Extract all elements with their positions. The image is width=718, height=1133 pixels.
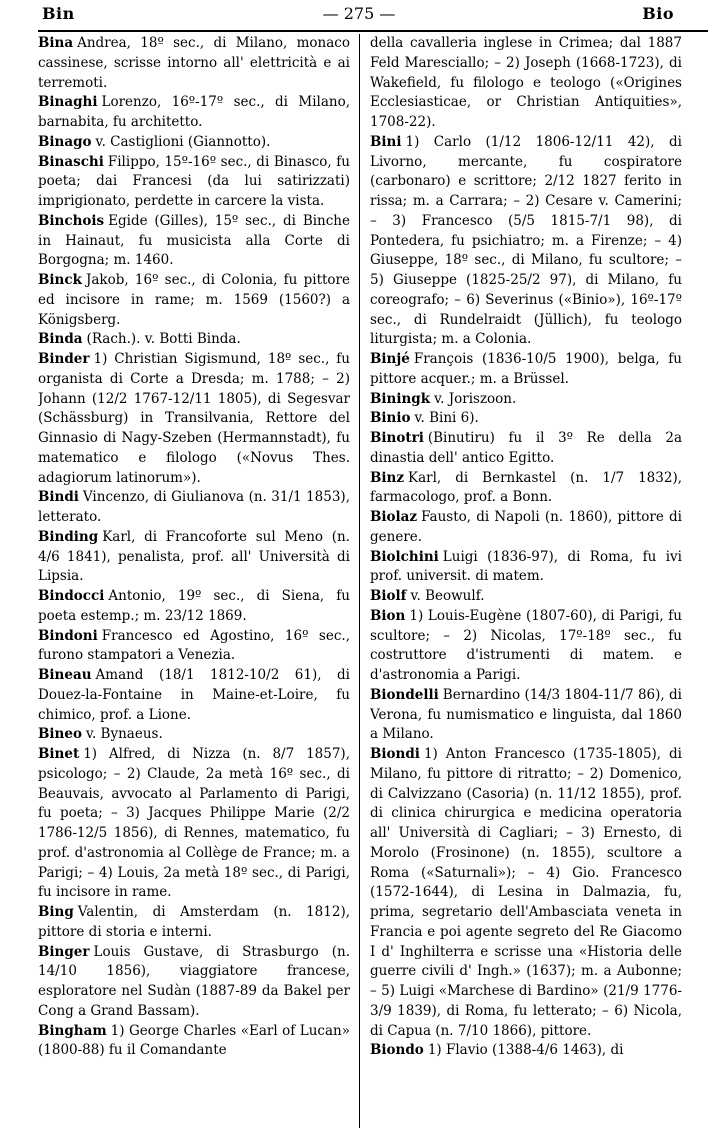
entry-text: Egide (Gilles), 15º sec., di Binche in Hainaut, fu musicista alla Corte di Borgogna; m. 1460. bbox=[38, 212, 350, 269]
entry bbox=[38, 488, 350, 528]
entry bbox=[38, 627, 350, 667]
headword: Binger bbox=[38, 943, 90, 960]
entry-text: 1) Flavio (1388-4/6 1463), di bbox=[427, 1042, 624, 1059]
entry-text: v. Joriszoon. bbox=[434, 390, 517, 407]
entry-text: della cavalleria inglese in Crimea; dal 1887 Feld Maresciallo; – 2) Joseph (1668-1723), di Wakefield, fu filologo e teologo («Origines Ecclesiasticae, or Christian Antiquities», 1708-22). bbox=[370, 35, 682, 130]
entry-text: 1) Louis-Eugène (1807-60), di Parigi, fu scultore; – 2) Nicolas, 17º-18º sec., fu costruttore d'istrumenti di matem. e d'astronomia a Parigi. bbox=[370, 607, 682, 683]
entry bbox=[370, 686, 682, 745]
headword: Bindoni bbox=[38, 627, 98, 644]
entry bbox=[370, 429, 682, 469]
entry-text: 1) Anton Francesco (1735-1805), di Milano, fu pittore di ritratto; – 2) Domenico, di Calvizzano (Casoria) (n. 11/12 1855), prof. di clinica chirurgica e medicina operatoria all' Università di Cagliari; – 3) Ernesto, di Morolo (Frosinone) (n. 1855), scultore a Roma («Saturnali»); – 4) Gio. Francesco (1572-1644), di Lesina in Dalmazia, fu, prima, segretario dell'Ambasciata veneta in Francia e poi agente segreto del Re Giacomo I d' Inghilterra e scrisse una «Historia delle guerre civili d' Ingh.» (1637); m. a Aubonne; – 5) Luigi «Marchese di Bardino» (21/9 1776-3/9 1839), di Roma, fu letterato; – 6) Nicola, di Capua (n. 7/10 1866), pittore. bbox=[370, 746, 682, 1039]
entry bbox=[370, 469, 682, 509]
headword: Binaghi bbox=[38, 94, 98, 111]
headword: Biondi bbox=[370, 746, 420, 762]
entry-text: 1) George Charles «Earl of Lucan» (1800-88) fu il Comandante bbox=[38, 1022, 350, 1059]
headword: Bineo bbox=[38, 726, 82, 743]
headword: Binaschi bbox=[38, 153, 104, 170]
headword: Bini bbox=[370, 133, 402, 150]
headword: Binet bbox=[38, 746, 80, 762]
headword: Binago bbox=[38, 133, 92, 150]
entry bbox=[38, 587, 350, 627]
entry bbox=[38, 330, 350, 350]
entry bbox=[38, 133, 350, 153]
headword: Binchois bbox=[38, 212, 105, 229]
headword: Bineau bbox=[38, 667, 92, 683]
entry bbox=[38, 93, 350, 133]
headword: Bion bbox=[370, 607, 406, 624]
headword: Biondo bbox=[370, 1042, 424, 1059]
entry-continuation bbox=[370, 34, 682, 133]
entry-text: v. Castiglioni (Giannotto). bbox=[95, 133, 271, 150]
entry-text: Antonio, 19º sec., di Siena, fu poeta estemp.; m. 23/12 1869. bbox=[38, 588, 350, 624]
entry-text: 1) Christian Sigismund, 18º sec., fu organista di Corte a Dresda; m. 1788; – 2) Johann (12/2 1767-12/11 1805), di Segesvar (Schässburg) in Transilvania, Rettore del Ginnasio di Nagy-Szeben (Hermannstadt), fu matematico e filologo («Novus Thes. adagiorum latinorum»). bbox=[38, 351, 350, 486]
entry-text: 1) Carlo (1/12 1806-12/11 42), di Livorno, mercante, fu cospiratore (carbonaro) e scrittore; 2/12 1827 ferito in rissa; m. a Carrara; – 2) Cesare v. Camerini; – 3) Francesco (5/5 1815-7/1 98), di Pontedera, fu psichiatro; m. a Firenze; – 4) Giuseppe, 18º sec., di Milano, fu scultore; – 5) Giuseppe (1825-25/2 97), di Milano, fu coreografo; – 6) Severinus («Binio»), 16º-17º sec., di Rundelraidt (Jüllich), fu teologo liturgista; m. a Colonia. bbox=[370, 133, 682, 348]
headword: Binda bbox=[38, 331, 83, 348]
headword: Biolf bbox=[370, 588, 407, 604]
entry-text: Bernardino (14/3 1804-11/7 86), di Verona, fu numismatico e linguista, dal 1860 a Milano. bbox=[370, 686, 682, 743]
headword: Biningk bbox=[370, 390, 431, 407]
headword: Binding bbox=[38, 528, 99, 545]
entry bbox=[38, 725, 350, 745]
headword: Bina bbox=[38, 35, 74, 51]
headword: Binz bbox=[370, 469, 405, 486]
headword: Bing bbox=[38, 904, 74, 920]
header-left-guide-word: Bin bbox=[42, 4, 75, 23]
entry bbox=[38, 212, 350, 271]
entry bbox=[370, 587, 682, 607]
entry-text: Andrea, 18º sec., di Milano, monaco cassinese, scrisse intorno all' elettricità e ai terremoti. bbox=[38, 35, 350, 91]
headword: Binio bbox=[370, 410, 411, 427]
entry bbox=[370, 1041, 682, 1061]
entry-text: Fausto, di Napoli (n. 1860), pittore di genere. bbox=[370, 509, 682, 545]
entry-text: Vincenzo, di Giulianova (n. 31/1 1853), letterato. bbox=[38, 489, 350, 525]
headword: Binder bbox=[38, 351, 90, 367]
entry-text: v. Bynaeus. bbox=[85, 726, 163, 743]
entry-text: Karl, di Francoforte sul Meno (n. 4/6 1841), penalista, prof. all' Università di Lipsia. bbox=[38, 528, 350, 585]
entry bbox=[370, 745, 682, 1041]
entry bbox=[38, 350, 350, 488]
headword: Biolaz bbox=[370, 509, 418, 525]
headword: Binck bbox=[38, 272, 82, 288]
entry bbox=[370, 390, 682, 410]
entry-text: v. Beowulf. bbox=[410, 588, 485, 604]
entry-text: Karl, di Bernkastel (n. 1/7 1832), farmacologo, prof. a Bonn. bbox=[370, 469, 682, 506]
entry bbox=[370, 508, 682, 548]
entry-text: Louis Gustave, di Strasburgo (n. 14/10 1856), viaggiatore francese, esploratore nel Sudàn (1887-89 da Bakel per Cong a Grand Bassam). bbox=[38, 943, 350, 1019]
headword: Binjé bbox=[370, 351, 410, 367]
entry bbox=[38, 1022, 350, 1062]
headword: Binotri bbox=[370, 430, 424, 446]
entry-text: (Rach.). v. Botti Binda. bbox=[86, 331, 241, 348]
headword: Biondelli bbox=[370, 686, 439, 703]
entry bbox=[38, 666, 350, 725]
entry-text: (Binutiru) fu il 3º Re della 2a dinastia dell' antico Egitto. bbox=[370, 430, 682, 466]
entry bbox=[38, 528, 350, 587]
entry-text: François (1836-10/5 1900), belga, fu pittore acquer.; m. a Brüssel. bbox=[370, 351, 682, 387]
entry bbox=[38, 271, 350, 330]
headword: Biolchini bbox=[370, 548, 439, 565]
headword: Bindocci bbox=[38, 588, 105, 604]
page-header bbox=[20, 4, 698, 28]
header-right-guide-word: Bio bbox=[642, 4, 674, 23]
entry bbox=[370, 133, 682, 350]
left-column bbox=[38, 34, 350, 1128]
entry-text: Valentin, di Amsterdam (n. 1812), pittore di storia e interni. bbox=[38, 904, 350, 940]
entry bbox=[370, 548, 682, 588]
column-divider bbox=[359, 34, 360, 1128]
entry bbox=[38, 903, 350, 943]
entry bbox=[38, 745, 350, 903]
entry-text: Filippo, 15º-16º sec., di Binasco, fu poeta; dai Francesi (da lui satirizzati) imprigionato, perdette in carcere la vista. bbox=[38, 153, 350, 209]
entry bbox=[38, 943, 350, 1022]
entry-text: Lorenzo, 16º-17º sec., di Milano, barnabita, fu architetto. bbox=[38, 94, 350, 130]
page-number: — 275 — bbox=[322, 4, 396, 23]
entry bbox=[38, 34, 350, 93]
entry-text: 1) Alfred, di Nizza (n. 8/7 1857), psicologo; – 2) Claude, 2a metà 16º sec., di Beauvais, avvocato al Parlamento di Parigi, fu poeta; – 3) Jacques Philippe Marie (2/2 1786-12/5 1856), di Rennes, matematico, fu prof. d'astronomia al Collège de France; m. a Parigi; – 4) Louis, 2a metà 18º sec., di Parigi, fu incisore in rame. bbox=[38, 746, 350, 901]
entry bbox=[370, 350, 682, 390]
headword: Bindi bbox=[38, 489, 79, 506]
entry bbox=[370, 607, 682, 686]
entry-text: Luigi (1836-97), di Roma, fu ivi prof. universit. di matem. bbox=[370, 548, 682, 585]
headword: Bingham bbox=[38, 1022, 107, 1039]
entry bbox=[38, 153, 350, 212]
right-column bbox=[370, 34, 682, 1128]
entry-text: v. Bini 6). bbox=[414, 410, 479, 427]
entry-text: Jakob, 16º sec., di Colonia, fu pittore ed incisore in rame; m. 1569 (1560?) a Königsberg. bbox=[38, 272, 350, 328]
entry-text: Amand (18/1 1812-10/2 61), di Douez-la-Fontaine in Maine-et-Loire, fu chimico, prof. a Lione. bbox=[38, 667, 350, 723]
entry bbox=[370, 409, 682, 429]
entry-text: Francesco ed Agostino, 16º sec., furono stampatori a Venezia. bbox=[38, 627, 350, 664]
header-rule bbox=[38, 30, 708, 32]
